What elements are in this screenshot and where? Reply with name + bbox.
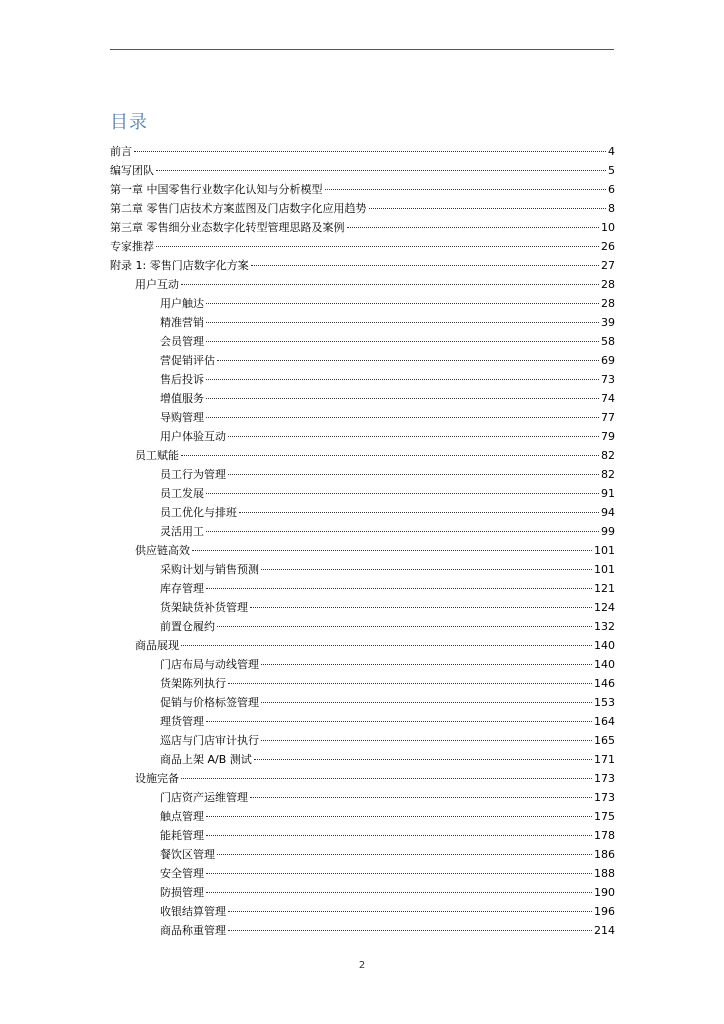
- toc-entry-label: 编写团队: [110, 164, 154, 177]
- toc-entry-page: 188: [594, 867, 615, 880]
- toc-entry[interactable]: [110, 161, 615, 180]
- toc-leader-dots: [206, 417, 599, 418]
- toc-entry[interactable]: [110, 655, 615, 674]
- toc-entry-label: 员工发展: [160, 487, 204, 500]
- toc-entry-page: 178: [594, 829, 615, 842]
- toc-entry-label: 营促销评估: [160, 354, 215, 367]
- toc-entry-page: 175: [594, 810, 615, 823]
- toc-entry-label: 灵活用工: [160, 525, 204, 538]
- toc-leader-dots: [156, 170, 606, 171]
- toc-leader-dots: [206, 493, 599, 494]
- toc-leader-dots: [250, 607, 592, 608]
- toc-entry[interactable]: [110, 712, 615, 731]
- toc-leader-dots: [261, 664, 592, 665]
- toc-entry-page: 121: [594, 582, 615, 595]
- toc-entry-label: 设施完备: [135, 772, 179, 785]
- toc-leader-dots: [239, 512, 599, 513]
- toc-entry[interactable]: [110, 294, 615, 313]
- toc-entry-label: 商品上架 A/B 测试: [160, 753, 252, 766]
- toc-entry[interactable]: [110, 845, 615, 864]
- toc-entry-label: 门店资产运维管理: [160, 791, 248, 804]
- toc-leader-dots: [251, 265, 599, 266]
- toc-entry-page: 73: [601, 373, 615, 386]
- toc-entry-page: 101: [594, 544, 615, 557]
- toc-entry[interactable]: [110, 427, 615, 446]
- toc-entry[interactable]: [110, 826, 615, 845]
- toc-entry[interactable]: [110, 674, 615, 693]
- toc-entry-page: 79: [601, 430, 615, 443]
- toc-entry-label: 触点管理: [160, 810, 204, 823]
- toc-leader-dots: [206, 379, 599, 380]
- toc-entry-page: 8: [608, 202, 615, 215]
- toc-leader-dots: [206, 835, 592, 836]
- toc-leader-dots: [325, 189, 607, 190]
- toc-entry-label: 第三章 零售细分业态数字化转型管理思路及案例: [110, 221, 345, 234]
- toc-leader-dots: [228, 683, 592, 684]
- toc-leader-dots: [206, 588, 592, 589]
- toc-entry-page: 124: [594, 601, 615, 614]
- toc-leader-dots: [134, 151, 606, 152]
- toc-entry-label: 专家推荐: [110, 240, 154, 253]
- toc-entry-label: 导购管理: [160, 411, 204, 424]
- header-rule: [110, 49, 614, 50]
- toc-entry-page: 132: [594, 620, 615, 633]
- toc-entry-label: 库存管理: [160, 582, 204, 595]
- toc-entry[interactable]: [110, 560, 615, 579]
- toc-entry[interactable]: [110, 522, 615, 541]
- toc-entry-label: 供应链高效: [135, 544, 190, 557]
- toc-leader-dots: [206, 892, 592, 893]
- toc-leader-dots: [181, 778, 592, 779]
- toc-entry-page: 186: [594, 848, 615, 861]
- toc-entry-page: 82: [601, 449, 615, 462]
- toc-entry-page: 82: [601, 468, 615, 481]
- toc-entry-label: 用户体验互动: [160, 430, 226, 443]
- toc-entry-page: 26: [601, 240, 615, 253]
- toc-leader-dots: [228, 474, 599, 475]
- toc-entry-label: 第二章 零售门店技术方案蓝图及门店数字化应用趋势: [110, 202, 367, 215]
- toc-entry-label: 安全管理: [160, 867, 204, 880]
- toc-entry[interactable]: [110, 731, 615, 750]
- toc-entry[interactable]: [110, 484, 615, 503]
- toc-entry-label: 员工赋能: [135, 449, 179, 462]
- toc-entry-label: 第一章 中国零售行业数字化认知与分析模型: [110, 183, 323, 196]
- toc-entry-label: 售后投诉: [160, 373, 204, 386]
- toc-entry[interactable]: [110, 389, 615, 408]
- toc-entry-page: 171: [594, 753, 615, 766]
- toc-entry[interactable]: [110, 180, 615, 199]
- toc-entry-label: 门店布局与动线管理: [160, 658, 259, 671]
- toc-leader-dots: [156, 246, 599, 247]
- toc-entry[interactable]: [110, 902, 615, 921]
- toc-entry[interactable]: [110, 788, 615, 807]
- toc-leader-dots: [250, 797, 592, 798]
- toc-list: [110, 142, 615, 940]
- toc-leader-dots: [261, 702, 592, 703]
- toc-entry[interactable]: [110, 883, 615, 902]
- toc-entry-page: 77: [601, 411, 615, 424]
- toc-entry-page: 91: [601, 487, 615, 500]
- toc-entry-page: 58: [601, 335, 615, 348]
- toc-leader-dots: [206, 816, 592, 817]
- toc-entry[interactable]: [110, 351, 615, 370]
- toc-entry-page: 165: [594, 734, 615, 747]
- toc-entry-page: 146: [594, 677, 615, 690]
- toc-leader-dots: [206, 322, 599, 323]
- toc-entry[interactable]: [110, 636, 615, 655]
- toc-leader-dots: [228, 930, 592, 931]
- toc-entry-page: 69: [601, 354, 615, 367]
- toc-entry[interactable]: [110, 807, 615, 826]
- toc-entry-label: 能耗管理: [160, 829, 204, 842]
- toc-entry-label: 餐饮区管理: [160, 848, 215, 861]
- toc-entry-label: 前言: [110, 145, 132, 158]
- toc-entry[interactable]: [110, 446, 615, 465]
- toc-leader-dots: [181, 284, 599, 285]
- toc-entry-label: 货架缺货补货管理: [160, 601, 248, 614]
- toc-leader-dots: [228, 436, 599, 437]
- toc-entry[interactable]: [110, 503, 615, 522]
- toc-entry-label: 增值服务: [160, 392, 204, 405]
- toc-entry-label: 防损管理: [160, 886, 204, 899]
- toc-entry[interactable]: [110, 332, 615, 351]
- toc-entry[interactable]: [110, 199, 615, 218]
- toc-entry-label: 员工优化与排班: [160, 506, 237, 519]
- toc-leader-dots: [254, 759, 592, 760]
- toc-leader-dots: [206, 721, 592, 722]
- toc-entry-label: 精准营销: [160, 316, 204, 329]
- toc-entry[interactable]: [110, 218, 615, 237]
- toc-entry[interactable]: [110, 693, 615, 712]
- toc-entry-page: 140: [594, 658, 615, 671]
- toc-entry[interactable]: [110, 750, 615, 769]
- toc-leader-dots: [181, 455, 599, 456]
- toc-entry-page: 140: [594, 639, 615, 652]
- toc-leader-dots: [261, 740, 592, 741]
- toc-entry-label: 促销与价格标签管理: [160, 696, 259, 709]
- toc-entry-page: 173: [594, 791, 615, 804]
- toc-entry[interactable]: [110, 769, 615, 788]
- toc-entry-page: 153: [594, 696, 615, 709]
- toc-leader-dots: [181, 645, 592, 646]
- toc-leader-dots: [206, 341, 599, 342]
- toc-entry[interactable]: [110, 541, 615, 560]
- toc-entry[interactable]: [110, 370, 615, 389]
- toc-entry[interactable]: [110, 237, 615, 256]
- toc-entry[interactable]: [110, 313, 615, 332]
- toc-entry[interactable]: [110, 864, 615, 883]
- toc-heading: 目录: [110, 112, 148, 133]
- toc-entry-label: 收银结算管理: [160, 905, 226, 918]
- toc-entry-page: 39: [601, 316, 615, 329]
- toc-entry-page: 214: [594, 924, 615, 937]
- toc-entry-page: 196: [594, 905, 615, 918]
- toc-leader-dots: [217, 360, 599, 361]
- toc-entry-label: 前置仓履约: [160, 620, 215, 633]
- page-number: 2: [358, 960, 366, 971]
- toc-entry-label: 附录 1: 零售门店数字化方案: [110, 259, 249, 272]
- toc-leader-dots: [217, 626, 592, 627]
- toc-entry-page: 101: [594, 563, 615, 576]
- toc-leader-dots: [228, 911, 592, 912]
- toc-entry-page: 27: [601, 259, 615, 272]
- toc-entry-page: 28: [601, 297, 615, 310]
- toc-entry-page: 4: [608, 145, 615, 158]
- toc-leader-dots: [206, 398, 599, 399]
- toc-entry[interactable]: [110, 579, 615, 598]
- toc-entry-label: 商品称重管理: [160, 924, 226, 937]
- toc-entry-page: 5: [608, 164, 615, 177]
- toc-entry-page: 6: [608, 183, 615, 196]
- toc-entry-label: 用户互动: [135, 278, 179, 291]
- toc-entry[interactable]: [110, 921, 615, 940]
- toc-entry[interactable]: [110, 617, 615, 636]
- toc-entry-label: 会员管理: [160, 335, 204, 348]
- toc-entry-label: 巡店与门店审计执行: [160, 734, 259, 747]
- toc-entry-page: 94: [601, 506, 615, 519]
- toc-entry[interactable]: [110, 275, 615, 294]
- toc-entry-label: 采购计划与销售预测: [160, 563, 259, 576]
- toc-entry[interactable]: [110, 408, 615, 427]
- toc-entry-page: 164: [594, 715, 615, 728]
- toc-entry-page: 173: [594, 772, 615, 785]
- toc-entry-page: 99: [601, 525, 615, 538]
- toc-leader-dots: [347, 227, 600, 228]
- toc-leader-dots: [369, 208, 607, 209]
- toc-leader-dots: [192, 550, 592, 551]
- toc-leader-dots: [261, 569, 592, 570]
- toc-entry-page: 10: [601, 221, 615, 234]
- toc-leader-dots: [206, 531, 599, 532]
- toc-entry[interactable]: [110, 142, 615, 161]
- toc-entry-page: 190: [594, 886, 615, 899]
- toc-entry-page: 74: [601, 392, 615, 405]
- toc-entry-page: 28: [601, 278, 615, 291]
- toc-entry[interactable]: [110, 465, 615, 484]
- toc-entry-label: 商品展现: [135, 639, 179, 652]
- toc-leader-dots: [206, 303, 599, 304]
- toc-entry-label: 用户触达: [160, 297, 204, 310]
- toc-leader-dots: [206, 873, 592, 874]
- toc-leader-dots: [217, 854, 592, 855]
- toc-entry-label: 货架陈列执行: [160, 677, 226, 690]
- toc-entry[interactable]: [110, 598, 615, 617]
- toc-entry-label: 理货管理: [160, 715, 204, 728]
- toc-entry[interactable]: [110, 256, 615, 275]
- toc-entry-label: 员工行为管理: [160, 468, 226, 481]
